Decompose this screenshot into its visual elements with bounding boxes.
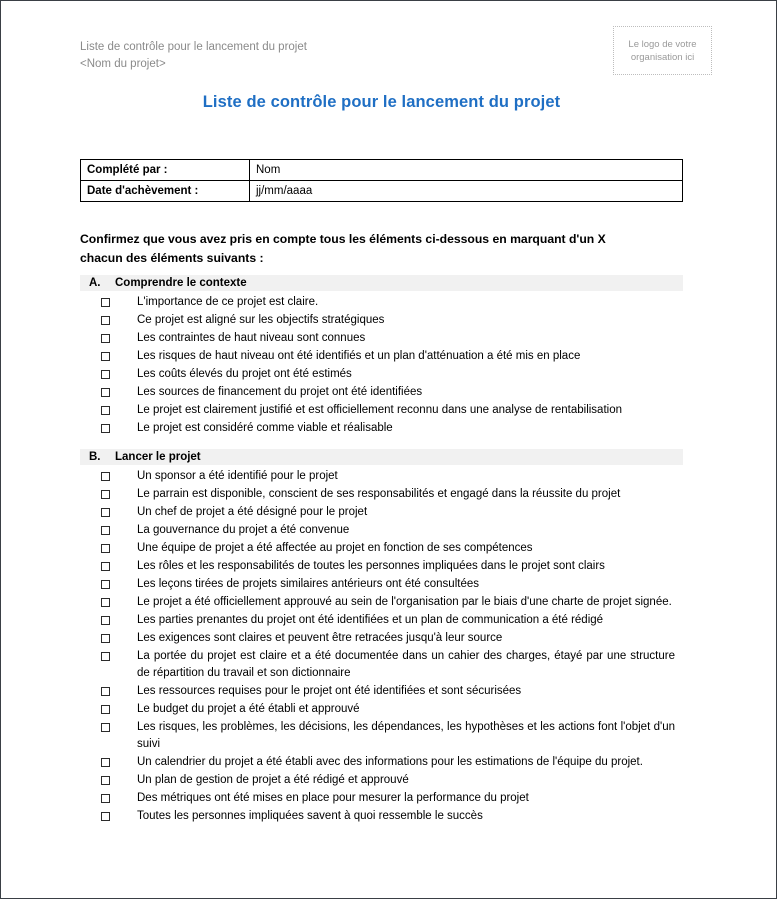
checklist-item-label: Les contraintes de haut niveau sont connues — [137, 332, 366, 344]
checkbox-icon[interactable] — [101, 580, 110, 589]
checkbox-icon[interactable] — [101, 794, 110, 803]
checklist-item[interactable] — [80, 648, 683, 682]
checklist-item-label: Le projet est considéré comme viable et réalisable — [137, 422, 393, 434]
checkbox-icon[interactable] — [101, 562, 110, 571]
checklist-item-label: La gouvernance du projet a été convenue — [137, 524, 350, 536]
checkbox-icon[interactable] — [101, 334, 110, 343]
info-value-completed-by[interactable]: Nom — [250, 160, 683, 181]
checklist-item[interactable] — [80, 330, 683, 347]
checkbox-icon[interactable] — [101, 316, 110, 325]
section-header — [80, 275, 683, 291]
checkbox-icon[interactable] — [101, 490, 110, 499]
checklist-item-label: Un plan de gestion de projet a été rédigé et approuvé — [137, 774, 409, 786]
checkbox-icon[interactable] — [101, 526, 110, 535]
document-header — [80, 39, 600, 73]
checklist-item-label: Un chef de projet a été désigné pour le projet — [137, 506, 368, 518]
header-document-name: Liste de contrôle pour le lancement du projet — [80, 41, 307, 53]
checkbox-icon[interactable] — [101, 406, 110, 415]
checkbox-icon[interactable] — [101, 616, 110, 625]
checkbox-icon[interactable] — [101, 758, 110, 767]
checkbox-icon[interactable] — [101, 723, 110, 732]
checklist-item[interactable] — [80, 630, 683, 647]
checklist-item[interactable] — [80, 522, 683, 539]
checklist-item-label: Le projet est clairement justifié et est officiellement reconnu dans une analyse de rentabilisation — [137, 404, 622, 416]
checkbox-icon[interactable] — [101, 352, 110, 361]
checklist-item-label: Le budget du projet a été établi et approuvé — [137, 703, 360, 715]
checklist-item[interactable] — [80, 754, 683, 771]
checklist-item-label: Toutes les personnes impliquées savent à quoi ressemble le succès — [137, 810, 483, 822]
checklist-item-label: Les ressources requises pour le projet ont été identifiées et sont sécurisées — [137, 685, 522, 697]
info-label-completion-date: Date d'achèvement : — [81, 181, 250, 202]
checklist-item-label: Les risques, les problèmes, les décisions, les dépendances, les hypothèses et les actions font l'objet d'un suivi — [137, 721, 675, 750]
page-title: Liste de contrôle pour le lancement du projet — [202, 93, 561, 111]
checkbox-icon[interactable] — [101, 472, 110, 481]
checklist-item[interactable] — [80, 701, 683, 718]
checkbox-icon[interactable] — [101, 652, 110, 661]
checklist-item-label: Les parties prenantes du projet ont été identifiées et un plan de communication a été rédigé — [137, 614, 604, 626]
checklist-section — [80, 449, 683, 825]
checklist-item[interactable] — [80, 594, 683, 611]
checklist-item-label: Un sponsor a été identifié pour le projet — [137, 470, 338, 482]
logo-placeholder-line1: Le logo de votre — [628, 38, 697, 50]
instruction-paragraph — [80, 230, 682, 268]
checklist-item[interactable] — [80, 384, 683, 401]
checklist-item[interactable] — [80, 312, 683, 329]
checklist-item-label: Les coûts élevés du projet ont été estimés — [137, 368, 352, 380]
checkbox-icon[interactable] — [101, 508, 110, 517]
checkbox-icon[interactable] — [101, 634, 110, 643]
checklist-item[interactable] — [80, 486, 683, 503]
instruction-line-2: chacun des éléments suivants : — [80, 251, 264, 265]
checklist-section — [80, 275, 683, 437]
info-label-completed-by: Complété par : — [81, 160, 250, 181]
section-title: Lancer le projet — [115, 451, 201, 463]
checkbox-icon[interactable] — [101, 705, 110, 714]
checkbox-icon[interactable] — [101, 388, 110, 397]
checklist-item[interactable] — [80, 420, 683, 437]
table-row — [81, 160, 683, 181]
checklist-item[interactable] — [80, 558, 683, 575]
table-row — [81, 181, 683, 202]
checklist-item[interactable] — [80, 366, 683, 383]
checklist-item-label: L'importance de ce projet est claire. — [137, 296, 319, 308]
checklist-item[interactable] — [80, 719, 683, 753]
checkbox-icon[interactable] — [101, 424, 110, 433]
checklist-item[interactable] — [80, 772, 683, 789]
section-header — [80, 449, 683, 465]
info-value-completion-date[interactable]: jj/mm/aaaa — [250, 181, 683, 202]
info-table-body — [81, 160, 683, 202]
checklist-item-label: Ce projet est aligné sur les objectifs stratégiques — [137, 314, 385, 326]
checkbox-icon[interactable] — [101, 544, 110, 553]
checklist-item[interactable] — [80, 402, 683, 419]
checkbox-icon[interactable] — [101, 370, 110, 379]
checklist-item[interactable] — [80, 504, 683, 521]
checklist-item[interactable] — [80, 683, 683, 700]
checklist-item[interactable] — [80, 808, 683, 825]
checklist-item-label: Les sources de financement du projet ont été identifiées — [137, 386, 423, 398]
checklist-container — [80, 275, 683, 837]
checklist-item-label: Le projet a été officiellement approuvé au sein de l'organisation par le biais d'une charte de projet signée. — [137, 596, 672, 608]
completion-info-table — [80, 159, 683, 202]
checklist-item[interactable] — [80, 790, 683, 807]
checklist-item-label: Une équipe de projet a été affectée au projet en fonction de ses compétences — [137, 542, 533, 554]
instruction-line-1: Confirmez que vous avez pris en compte tous les éléments ci-dessous en marquant d'un X — [80, 232, 606, 246]
checklist-item-label: La portée du projet est claire et a été documentée dans un cahier des charges, étayé par une structure de répartition du travail et son dictionnaire — [137, 650, 675, 679]
checklist-item-label: Les risques de haut niveau ont été identifiés et un plan d'atténuation a été mis en place — [137, 350, 581, 362]
checklist-item-label: Le parrain est disponible, conscient de ses responsabilités et engagé dans la réussite du projet — [137, 488, 621, 500]
logo-placeholder-line2: organisation ici — [630, 51, 695, 63]
checklist-item-label: Un calendrier du projet a été établi avec des informations pour les estimations de l'équipe du projet. — [137, 756, 643, 768]
logo-placeholder-box — [613, 26, 712, 75]
checklist-item-label: Les leçons tirées de projets similaires antérieurs ont été consultées — [137, 578, 479, 590]
checklist-item-label: Les exigences sont claires et peuvent être retracées jusqu'à leur source — [137, 632, 503, 644]
checklist-item-label: Les rôles et les responsabilités de toutes les personnes impliquées dans le projet sont clairs — [137, 560, 605, 572]
checklist-item[interactable] — [80, 576, 683, 593]
checkbox-icon[interactable] — [101, 776, 110, 785]
section-letter: B. — [89, 451, 101, 463]
section-letter: A. — [89, 277, 101, 289]
checklist-item[interactable] — [80, 540, 683, 557]
checklist-item[interactable] — [80, 612, 683, 629]
header-project-name: <Nom du projet> — [80, 58, 166, 70]
checklist-item[interactable] — [80, 348, 683, 365]
checkbox-icon[interactable] — [101, 298, 110, 307]
checkbox-icon[interactable] — [101, 687, 110, 696]
checklist-item[interactable] — [80, 468, 683, 485]
checklist-item[interactable] — [80, 294, 683, 311]
checkbox-icon[interactable] — [101, 598, 110, 607]
checklist-item-label: Des métriques ont été mises en place pour mesurer la performance du projet — [137, 792, 529, 804]
section-title: Comprendre le contexte — [115, 277, 247, 289]
checkbox-icon[interactable] — [101, 812, 110, 821]
